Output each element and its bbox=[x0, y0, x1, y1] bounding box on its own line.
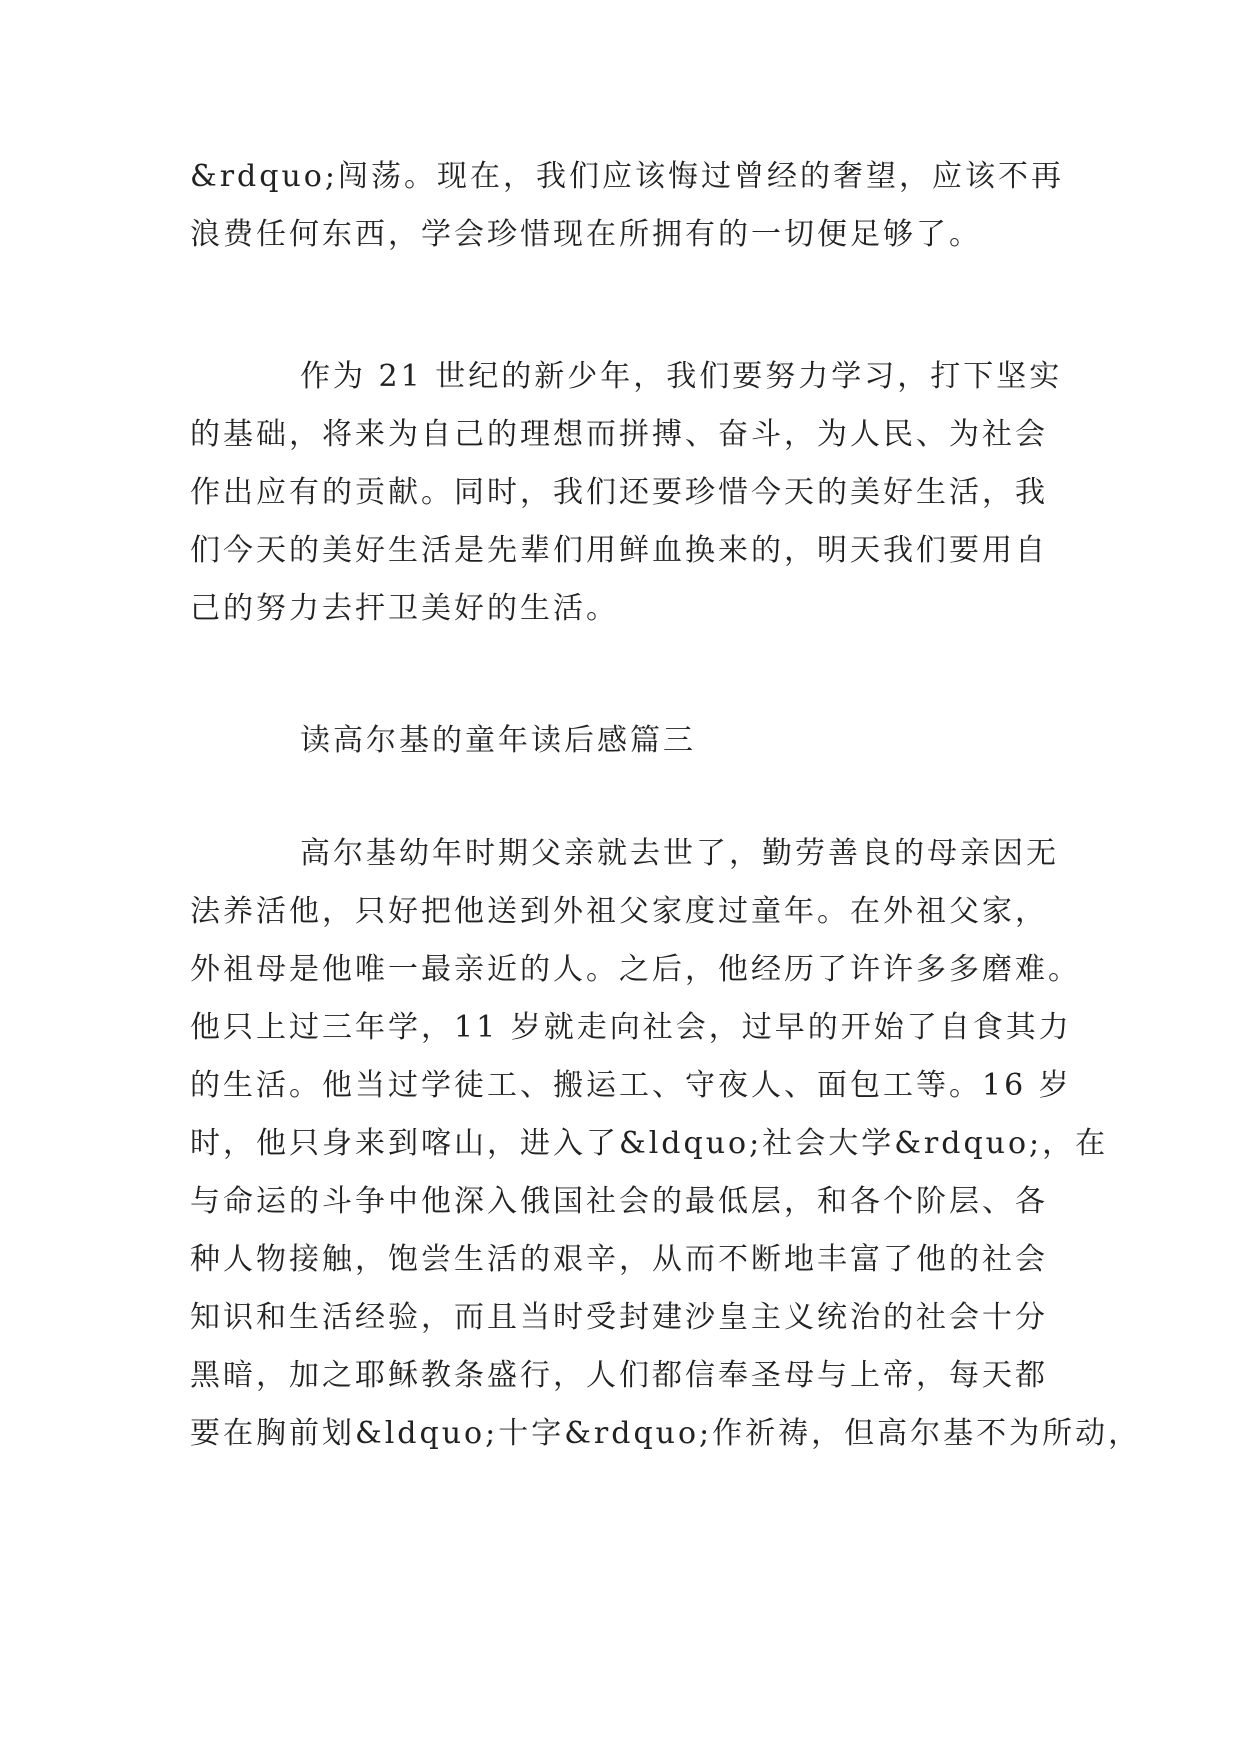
paragraph-line: 知识和生活经验，而且当时受封建沙皇主义统治的社会十分 bbox=[190, 1300, 1048, 1335]
paragraph-line: 他只上过三年学，11 岁就走向社会，过早的开始了自食其力 bbox=[190, 1010, 1072, 1045]
paragraph-line: 种人物接触，饱尝生活的艰辛，从而不断地丰富了他的社会 bbox=[190, 1242, 1048, 1277]
paragraph-line: 要在胸前划&ldquo;十字&rdquo;作祈祷，但高尔基不为所动， bbox=[190, 1416, 1142, 1451]
paragraph-line: 时，他只身来到喀山，进入了&ldquo;社会大学&rdquo;，在 bbox=[190, 1126, 1109, 1161]
paragraph-line: 法养活他，只好把他送到外祖父家度过童年。在外祖父家， bbox=[190, 894, 1048, 929]
paragraph-line: &rdquo;闯荡。现在，我们应该悔过曾经的奢望，应该不再 bbox=[190, 159, 1064, 194]
paragraph-1 bbox=[190, 148, 1064, 264]
paragraph-line: 作为 21 世纪的新少年，我们要努力学习，打下坚实 bbox=[300, 359, 1063, 394]
paragraph-line: 的生活。他当过学徒工、搬运工、守夜人、面包工等。16 岁 bbox=[190, 1068, 1072, 1103]
paragraph-line: 黑暗，加之耶稣教条盛行，人们都信奉圣母与上帝，每天都 bbox=[190, 1358, 1048, 1393]
paragraph-3 bbox=[190, 825, 1142, 1463]
paragraph-line: 的基础，将来为自己的理想而拼搏、奋斗，为人民、为社会 bbox=[190, 417, 1048, 452]
heading-text: 读高尔基的童年读后感篇三 bbox=[300, 723, 696, 758]
paragraph-line: 作出应有的贡献。同时，我们还要珍惜今天的美好生活，我 bbox=[190, 475, 1048, 510]
paragraph-2 bbox=[190, 348, 1063, 638]
paragraph-line: 外祖母是他唯一最亲近的人。之后，他经历了许许多多磨难。 bbox=[190, 952, 1081, 987]
paragraph-line: 们今天的美好生活是先辈们用鲜血换来的，明天我们要用自 bbox=[190, 533, 1048, 568]
paragraph-line: 高尔基幼年时期父亲就去世了，勤劳善良的母亲因无 bbox=[300, 836, 1059, 871]
section-heading bbox=[190, 712, 1060, 770]
paragraph-line: 浪费任何东西，学会珍惜现在所拥有的一切便足够了。 bbox=[190, 217, 982, 252]
paragraph-line: 己的努力去扞卫美好的生活。 bbox=[190, 591, 619, 626]
paragraph-line: 与命运的斗争中他深入俄国社会的最低层，和各个阶层、各 bbox=[190, 1184, 1048, 1219]
